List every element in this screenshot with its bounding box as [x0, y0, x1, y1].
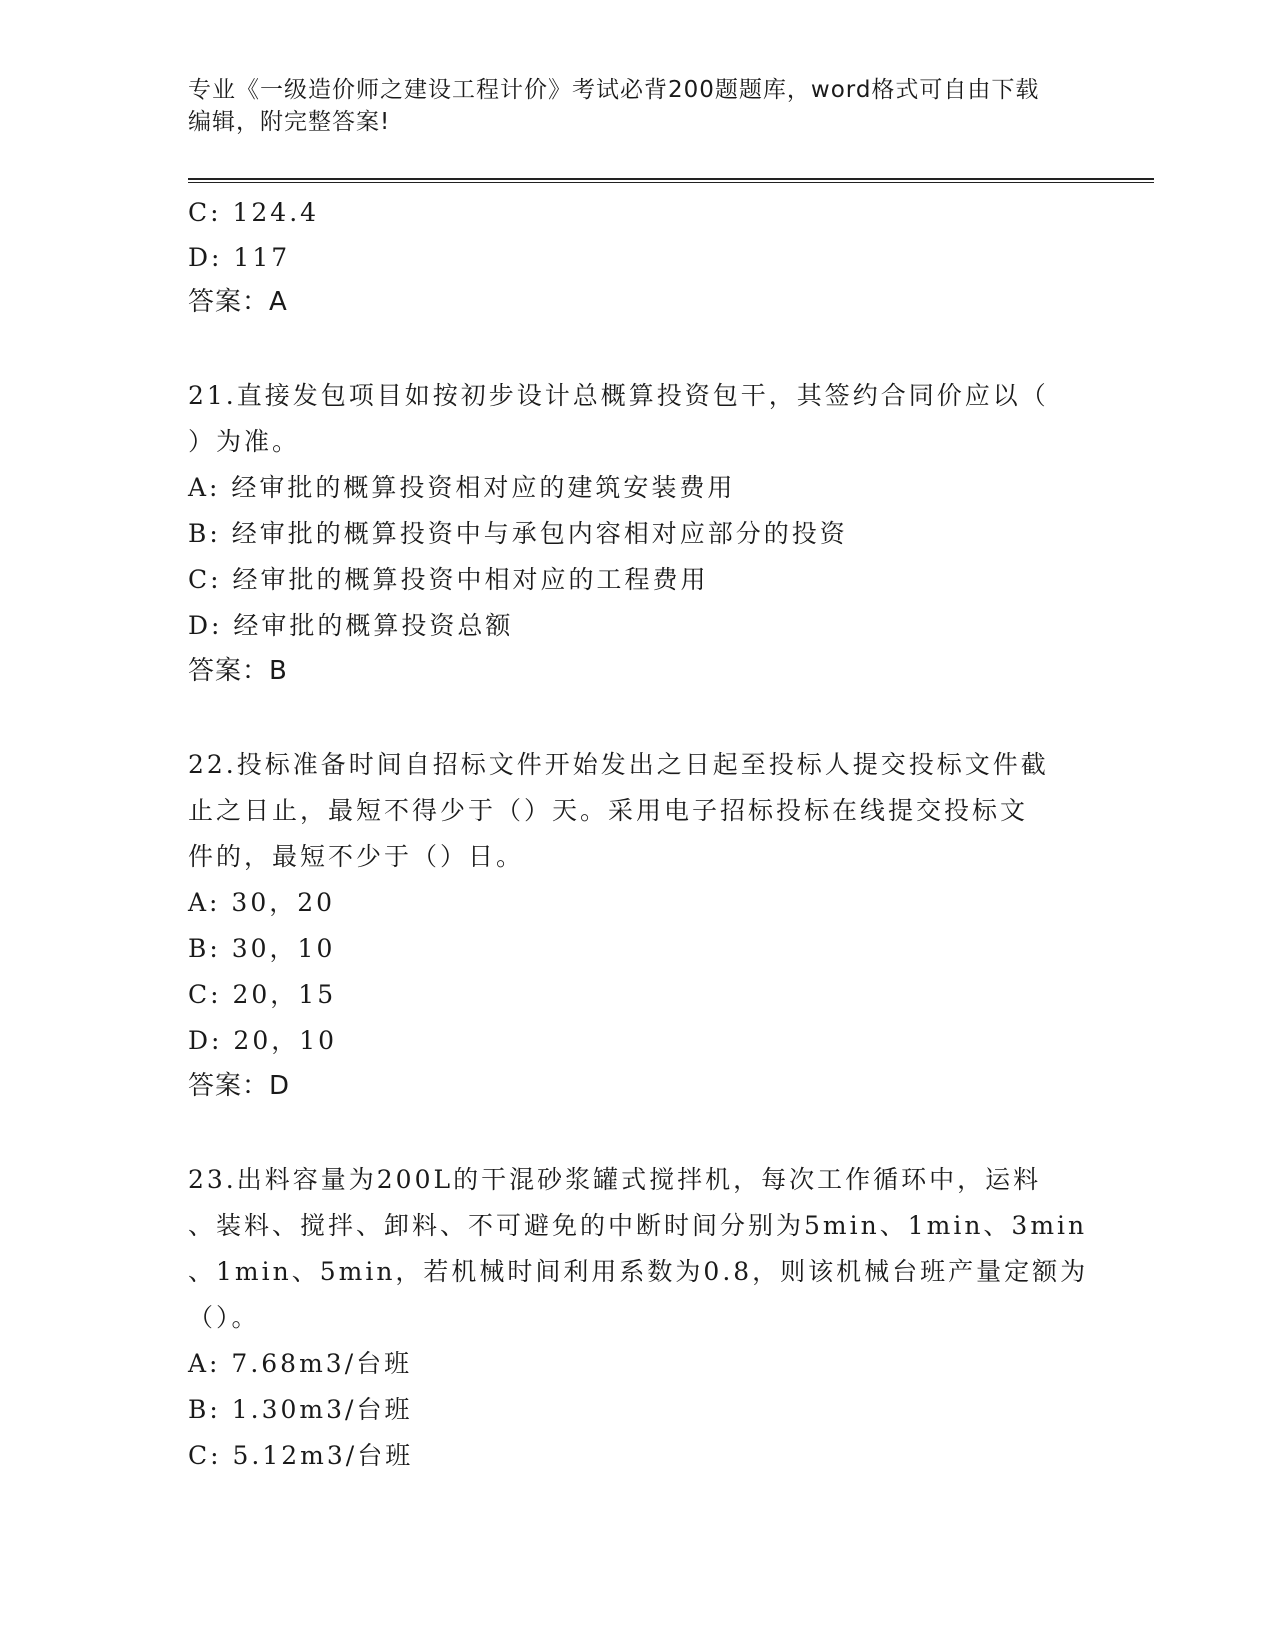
question-23-stem-line-4: （）。 [188, 1303, 260, 1332]
header-line-1: 专业《一级造价师之建设工程计价》考试必背200题题库，word格式可自由下载 [188, 77, 1040, 103]
question-22-option-d: D: 20，10 [188, 1026, 338, 1055]
question-21-option-d: D: 经审批的概算投资总额 [188, 611, 514, 640]
question-23-stem-line-3: 、1min、5min，若机械时间利用系数为0.8，则该机械台班产量定额为 [188, 1257, 1089, 1286]
question-23-option-a: A: 7.68m3/台班 [188, 1349, 413, 1378]
question-21-stem-line-1: 21.直接发包项目如按初步设计总概算投资包干，其签约合同价应以（ [188, 381, 1049, 410]
question-22-stem-line-3: 件的，最短不少于（）日。 [188, 842, 525, 871]
answer-line: 答案：A [188, 287, 288, 317]
question-23-stem-line-2: 、装料、搅拌、卸料、不可避免的中断时间分别为5min、1min、3min [188, 1211, 1088, 1240]
document-body [188, 190, 1088, 1479]
question-23-stem-line-1: 23.出料容量为200L的干混砂浆罐式搅拌机，每次工作循环中，运料 [188, 1165, 1042, 1194]
question-21-answer: 答案：B [188, 656, 288, 686]
question-22-stem-line-2: 止之日止，最短不得少于（）天。采用电子招标投标在线提交投标文 [188, 796, 1029, 825]
document-header [188, 74, 1088, 138]
question-22-option-a: A: 30，20 [188, 888, 336, 917]
question-22-stem-line-1: 22.投标准备时间自招标文件开始发出之日起至投标人提交投标文件截 [188, 750, 1049, 779]
option-d: D: 117 [188, 243, 291, 272]
header-divider [188, 178, 1154, 183]
question-21-option-b: B: 经审批的概算投资中与承包内容相对应部分的投资 [188, 519, 848, 548]
question-22-option-c: C: 20，15 [188, 980, 337, 1009]
question-22-option-b: B: 30，10 [188, 934, 336, 963]
question-23-option-b: B: 1.30m3/台班 [188, 1395, 413, 1424]
option-c: C: 124.4 [188, 198, 320, 227]
question-21-stem-line-2: ）为准。 [188, 427, 301, 456]
question-23-option-c: C: 5.12m3/台班 [188, 1441, 414, 1470]
header-line-2: 编辑，附完整答案! [188, 109, 391, 135]
question-21-option-a: A: 经审批的概算投资相对应的建筑安装费用 [188, 473, 736, 502]
question-22-answer: 答案：D [188, 1071, 291, 1101]
question-21-option-c: C: 经审批的概算投资中相对应的工程费用 [188, 565, 709, 594]
